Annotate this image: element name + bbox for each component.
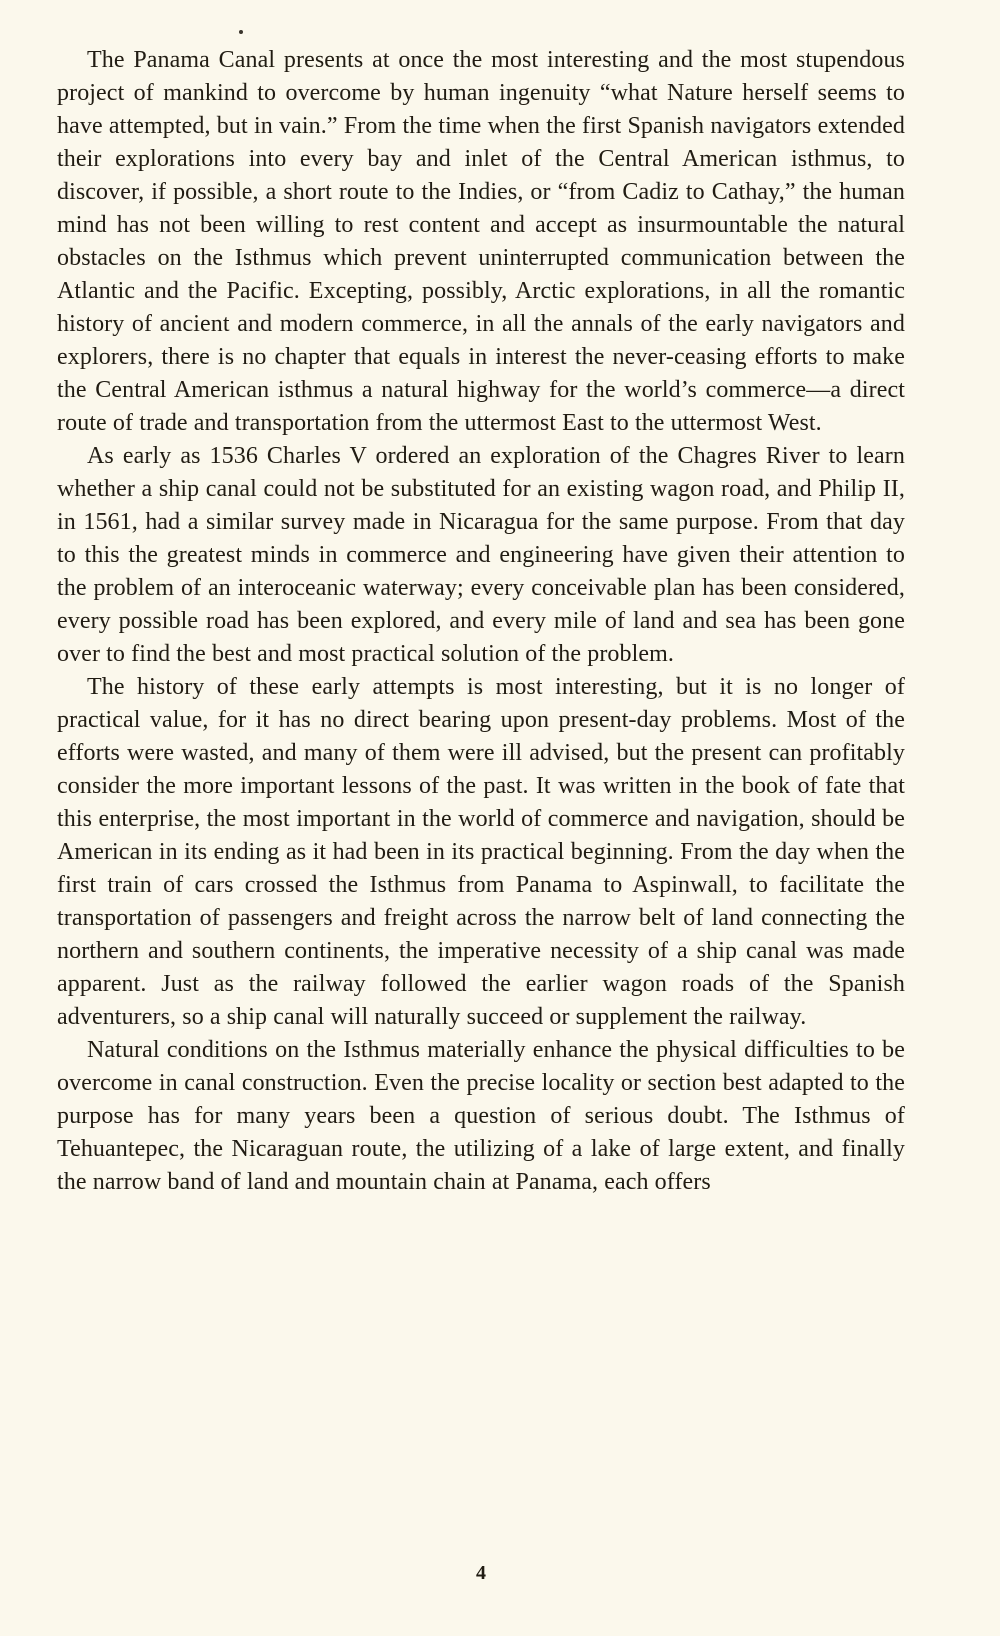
text-block [57,44,905,1199]
paragraph-4: Natural conditions on the Isthmus materially enhance the physical difficulties to be overcome in canal construction. Even the precise locality or section best adapted to the purpose has for many years been a question of serious doubt. The Isthmus of Tehuantepec, the Nicaraguan route, the utilizing of a lake of large extent, and finally the narrow band of land and mountain chain at Panama, each offers [57,1037,905,1195]
paragraph-1: The Panama Canal presents at once the most interesting and the most stupendous project of mankind to overcome by human ingenuity “what Nature herself seems to have attempted, but in vain.” From the time when the first Spanish navigators extended their explorations into every bay and inlet of the Central American isthmus, to discover, if possible, a short route to the Indies, or “from Cadiz to Cathay,” the human mind has not been willing to rest content and accept as insurmountable the natural obstacles on the Isthmus which prevent uninterrupted communication between the Atlantic and the Pacific. Excepting, possibly, Arctic explorations, in all the romantic history of ancient and modern commerce, in all the annals of the early navigators and explorers, there is no chapter that equals in interest the never-ceasing efforts to make the Central American isthmus a natural highway for the world’s commerce—a direct route of trade and transportation from the uttermost East to the uttermost West. [57,47,905,436]
ink-speck [239,30,243,34]
paragraph-3: The history of these early attempts is most interesting, but it is no longer of practical value, for it has no direct bearing upon present-day problems. Most of the efforts were wasted, and many of them were ill advised, but the present can profitably consider the more important lessons of the past. It was written in the book of fate that this enterprise, the most important in the world of commerce and navigation, should be American in its ending as it had been in its practical beginning. From the day when the first train of cars crossed the Isthmus from Panama to Aspinwall, to facilitate the transportation of passengers and freight across the narrow belt of land connecting the northern and southern continents, the imperative necessity of a ship canal was made apparent. Just as the railway followed the earlier wagon roads of the Spanish adventurers, so a ship canal will naturally succeed or supplement the railway. [57,674,905,1030]
page-number: 4 [476,1562,486,1584]
paragraph-2: As early as 1536 Charles V ordered an exploration of the Chagres River to learn whether a ship canal could not be substituted for an existing wagon road, and Philip II, in 1561, had a similar survey made in Nicaragua for the same purpose. From that day to this the greatest minds in commerce and engineering have given their attention to the problem of an interoceanic waterway; every conceivable plan has been considered, every possible road has been explored, and every mile of land and sea has been gone over to find the best and most practical solution of the problem. [57,443,905,667]
